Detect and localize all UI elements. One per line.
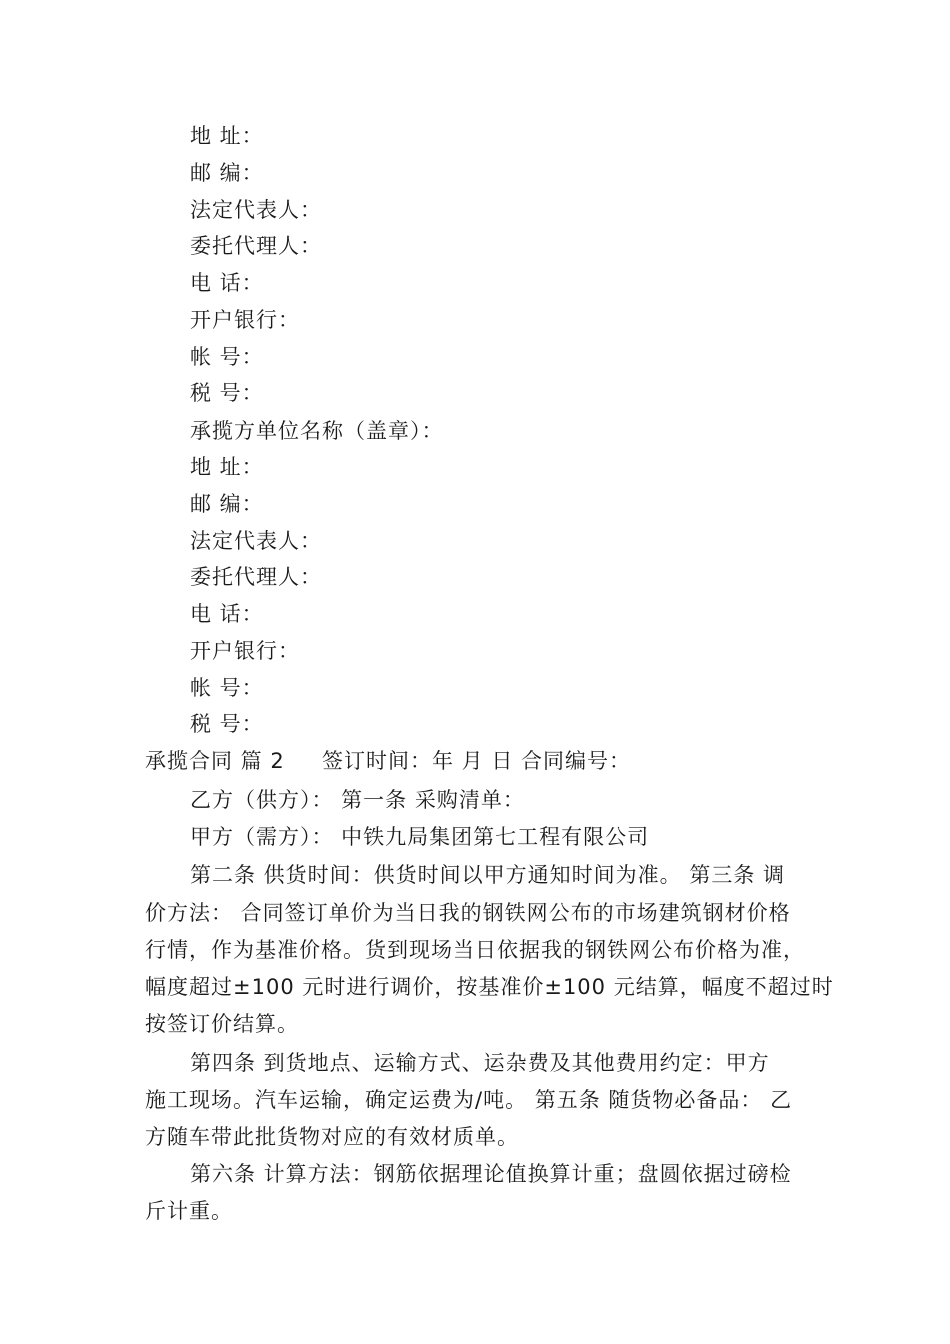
clause-line: 施工现场。汽车运输，确定运费为/吨。 第五条 随货物必备品： 乙 xyxy=(145,1088,793,1112)
phone-label: 电 话： xyxy=(190,271,264,295)
bank-label: 开户银行： xyxy=(190,308,300,332)
address-label: 地 址： xyxy=(190,124,264,148)
clause-line: 幅度超过±100 元时进行调价，按基准价±100 元结算，幅度不超过时 xyxy=(145,975,834,999)
contract-section-title: 承揽合同 篇 2 xyxy=(145,749,285,773)
tax-id-label: 税 号： xyxy=(190,381,264,405)
agent-label: 委托代理人： xyxy=(190,234,322,258)
postcode-label: 邮 编： xyxy=(190,161,264,185)
postcode-label: 邮 编： xyxy=(190,492,264,516)
tax-id-label: 税 号： xyxy=(190,712,264,736)
legal-rep-label: 法定代表人： xyxy=(190,198,322,222)
phone-label: 电 话： xyxy=(190,602,264,626)
clause-line: 方随车带此批货物对应的有效材质单。 xyxy=(145,1125,519,1149)
clause-line: 第六条 计算方法：钢筋依据理论值换算计重；盘圆依据过磅检 xyxy=(190,1162,792,1186)
clause-line: 斤计重。 xyxy=(145,1199,233,1223)
supplier-line: 乙方（供方）： 第一条 采购清单： xyxy=(190,788,525,812)
legal-rep-label: 法定代表人： xyxy=(190,529,322,553)
clause-line: 第四条 到货地点、运输方式、运杂费及其他费用约定：甲方 xyxy=(190,1051,770,1075)
clause-line: 价方法： 合同签订单价为当日我的钢铁网公布的市场建筑钢材价格 xyxy=(145,901,791,925)
address-label: 地 址： xyxy=(190,455,264,479)
account-label: 帐 号： xyxy=(190,676,264,700)
sign-info: 签订时间：年 月 日 合同编号： xyxy=(322,749,632,773)
buyer-line: 甲方（需方）： 中铁九局集团第七工程有限公司 xyxy=(190,825,650,849)
contractor-title: 承揽方单位名称（盖章）： xyxy=(190,419,444,443)
clause-line: 第二条 供货时间：供货时间以甲方通知时间为准。 第三条 调 xyxy=(190,863,786,887)
clause-line: 按签订价结算。 xyxy=(145,1012,299,1036)
account-label: 帐 号： xyxy=(190,345,264,369)
agent-label: 委托代理人： xyxy=(190,565,322,589)
clause-line: 行情，作为基准价格。货到现场当日依据我的钢铁网公布价格为准， xyxy=(145,938,805,962)
bank-label: 开户银行： xyxy=(190,639,300,663)
